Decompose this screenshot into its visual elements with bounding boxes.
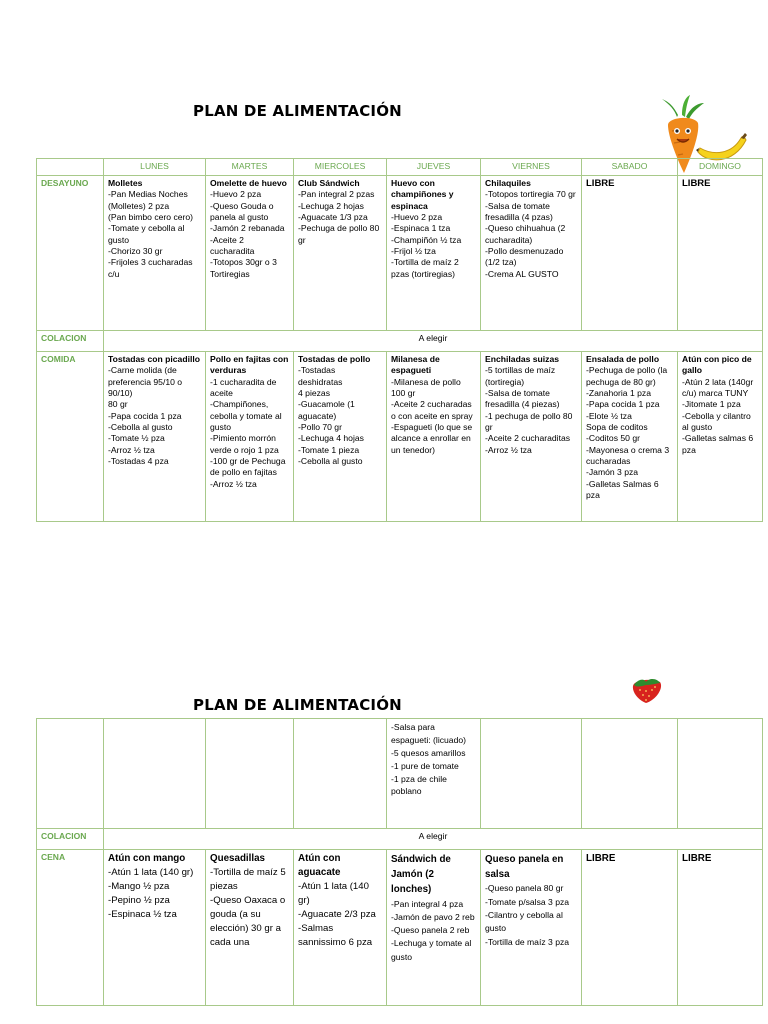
ingredient-line: -Pan integral 2 pzas [298, 189, 375, 200]
ingredient-line: -Pechuga de pollo (la pechuga de 80 gr) [586, 365, 668, 387]
ingredient-line: -Jamón 3 pza [586, 467, 639, 478]
day-header: DOMINGO [678, 159, 763, 176]
ingredient-line: -Atún 1 lata (140 gr) [108, 867, 194, 879]
meal-cell [678, 850, 763, 1006]
ingredient-line: 80 gr [108, 399, 128, 410]
meal-title: Atún con mango [108, 853, 186, 864]
corner-cell [37, 159, 104, 176]
continuation-line: -5 quesos amarillos [391, 747, 466, 758]
meal-title: Molletes [108, 178, 143, 188]
page-title: PLAN DE ALIMENTACIÓN [193, 102, 402, 120]
ingredient-line: (Pan bimbo cero cero) [108, 212, 194, 223]
colacion-text: A elegir [104, 331, 763, 352]
ingredient-line: -100 gr de Pechuga de pollo en fajitas [210, 456, 286, 478]
ingredient-line: -Pan integral 4 pza [391, 898, 464, 909]
meal-title: Sándwich de Jamón (2 lonches) [391, 854, 451, 896]
ingredient-line: -Salmas sannissimo 6 pza [298, 923, 373, 949]
meal-cell [104, 352, 206, 522]
meal-cell [387, 176, 481, 331]
ingredient-line: -Salsa de tomate fresadilla (4 pzas) [485, 200, 553, 223]
ingredient-line: -Papa cocida 1 pza [108, 410, 182, 421]
meal-title: Huevo con champiñones y espinaca [391, 178, 454, 211]
meal-title: Queso panela en salsa [485, 854, 564, 881]
ingredient-line: -Tortilla de maíz 5 piezas [210, 867, 286, 893]
meal-title: Ensalada de pollo [586, 354, 660, 364]
meal-title: LIBRE [586, 178, 615, 189]
meal-title: Omelette de huevo [210, 178, 287, 188]
empty-cell [481, 719, 582, 829]
ingredient-line: -Aceite 2 cucharaditas [485, 433, 571, 444]
ingredient-line: -Jamón 2 rebanada [210, 223, 285, 234]
ingredient-line: -Champiñones, cebolla y tomate al gusto [210, 399, 282, 433]
colacion-row-2 [37, 829, 763, 850]
continuation-cell [387, 719, 481, 829]
ingredient-line: -Papa cocida 1 pza [586, 399, 660, 410]
empty-cell [678, 719, 763, 829]
meal-title: Pollo en fajitas con verduras [210, 354, 289, 376]
ingredient-line: Sopa de coditos [586, 422, 648, 433]
meal-title: Milanesa de espagueti [391, 354, 440, 376]
ingredient-line: -Queso panela 2 reb [391, 925, 470, 936]
meal-cell [104, 176, 206, 331]
ingredient-line: -Espinaca 1 tza [391, 223, 451, 234]
ingredient-line: -Jamón de pavo 2 reb [391, 911, 475, 922]
ingredient-line: -Aguacate 1/3 pza [298, 212, 368, 223]
day-header: LUNES [104, 159, 206, 176]
meal-title: Club Sándwich [298, 178, 360, 188]
ingredient-line: -Aguacate 2/3 pza [298, 909, 376, 921]
empty-cell [582, 719, 678, 829]
ingredient-line: -Lechuga 4 hojas [298, 433, 364, 444]
ingredient-line: 4 piezas [298, 388, 331, 399]
meal-title: LIBRE [682, 178, 711, 189]
ingredient-line: -Carne molida (de preferencia 95/10 o 90/10) [108, 365, 183, 399]
meal-cell [481, 352, 582, 522]
ingredient-line: -Totopos 30gr o 3 Tortiregias [210, 257, 277, 279]
continuation-row [37, 719, 763, 829]
meal-cell [582, 176, 678, 331]
desayuno-row [37, 176, 763, 331]
ingredient-line: -Pan Medias Noches (Molletes) 2 pza [108, 189, 188, 211]
meal-cell [678, 352, 763, 522]
day-header: MARTES [206, 159, 294, 176]
ingredient-line: -Pollo 70 gr [298, 422, 342, 433]
ingredient-line: -Frijol ½ tza [391, 246, 436, 257]
meal-cell [294, 176, 387, 331]
ingredient-line: -Guacamole (1 aguacate) [298, 399, 355, 421]
meal-cell [481, 850, 582, 1006]
ingredient-line: -Queso chihuahua (2 cucharadita) [485, 223, 566, 245]
ingredient-line: -Atún 1 lata (140 gr) [298, 881, 369, 907]
row-label-colacion: COLACION [37, 829, 104, 850]
empty-cell [37, 719, 104, 829]
meal-cell [387, 352, 481, 522]
ingredient-line: -Queso panela 80 gr [485, 883, 564, 894]
meal-cell [678, 176, 763, 331]
ingredient-line: -Tomate ½ pza [108, 433, 165, 444]
meal-title: Atún con pico de gallo [682, 354, 752, 376]
ingredient-line: -Cebolla al gusto [298, 456, 363, 467]
day-header: JUEVES [387, 159, 481, 176]
ingredient-line: -Huevo 2 pza [391, 212, 443, 223]
ingredient-line: -Espagueti (lo que se alcance a enrollar en un tenedor) [391, 422, 473, 455]
ingredient-line: -Arroz ½ tza [108, 444, 155, 455]
row-label-comida: COMIDA [37, 352, 104, 522]
ingredient-line: -Tortilla de maíz 3 pza [485, 936, 570, 947]
ingredient-line: -Champiñón ½ tza [391, 234, 462, 245]
day-header: VIERNES [481, 159, 582, 176]
ingredient-line: -Mayonesa o crema 3 cucharadas [586, 444, 670, 467]
ingredient-line: -Chorizo 30 gr [108, 246, 163, 257]
meal-cell [481, 176, 582, 331]
meal-title: Chilaquiles [485, 178, 531, 188]
ingredient-line: -Tomate 1 pieza [298, 444, 360, 455]
colacion-text: A elegir [104, 829, 763, 850]
ingredient-line: -Pollo desmenuzado (1/2 tza) [485, 246, 564, 268]
ingredient-line: -Galletas Salmas 6 pza [586, 478, 659, 501]
meal-cell [582, 850, 678, 1006]
meal-title: Tostadas de pollo [298, 354, 371, 364]
ingredient-line: -Tostadas 4 pza [108, 456, 169, 467]
ingredient-line: -Cilantro y cebolla al gusto [485, 909, 563, 934]
ingredient-line: -Elote ½ tza [586, 410, 632, 421]
ingredient-line: -Queso Gouda o panela al gusto [210, 200, 274, 223]
empty-cell [294, 719, 387, 829]
ingredient-line: -Jitomate 1 pza [682, 399, 741, 410]
ingredient-line: -Tomate p/salsa 3 pza [485, 896, 570, 907]
ingredient-line: -1 cucharadita de aceite [210, 376, 277, 399]
meal-title: LIBRE [682, 853, 712, 864]
meal-title: LIBRE [586, 853, 616, 864]
comida-row [37, 352, 763, 522]
ingredient-line: -Crema AL GUSTO [485, 268, 559, 279]
ingredient-line: -Tostadas deshidratas [298, 365, 343, 387]
ingredient-line: -Pimiento morrón verde o rojo 1 pza [210, 433, 279, 455]
ingredient-line: -Atún 2 lata (140gr c/u) marca TUNY [682, 376, 754, 399]
meal-plan-table-page2 [36, 718, 763, 1006]
meal-title: Enchiladas suizas [485, 354, 560, 364]
ingredient-line: -Aceite 2 cucharadita [210, 234, 255, 257]
ingredient-line: -Queso Oaxaca o gouda (a su elección) 30 gr a cada una [210, 895, 286, 948]
row-label-colacion: COLACION [37, 331, 104, 352]
ingredient-line: -Pechuga de pollo 80 gr [298, 223, 380, 245]
day-header: SABADO [582, 159, 678, 176]
empty-cell [206, 719, 294, 829]
continuation-line: -1 pza de chile poblano [391, 773, 447, 797]
ingredient-line: -Cebolla al gusto [108, 422, 173, 433]
meal-title: Tostadas con picadillo [108, 354, 201, 364]
ingredient-line: -Totopos tortiregia 70 gr [485, 189, 576, 200]
cena-row [37, 850, 763, 1006]
colacion-row [37, 331, 763, 352]
ingredient-line: -Frijoles 3 cucharadas c/u [108, 257, 193, 279]
meal-cell [206, 352, 294, 522]
continuation-line: -1 pure de tomate [391, 760, 459, 771]
ingredient-line: -Coditos 50 gr [586, 433, 640, 444]
ingredient-line: -Arroz ½ tza [210, 478, 257, 489]
ingredient-line: -Lechuga y tomate al gusto [391, 938, 472, 962]
meal-cell [206, 850, 294, 1006]
ingredient-line: -Lechuga 2 hojas [298, 200, 364, 211]
page-title-2: PLAN DE ALIMENTACIÓN [193, 696, 402, 714]
ingredient-line: -Salsa de tomate fresadilla (4 piezas) [485, 388, 560, 410]
ingredient-line: -Aceite 2 cucharadas o con aceite en spray [391, 399, 473, 421]
meal-plan-table-page1 [36, 158, 763, 522]
ingredient-line: -Galletas salmas 6 pza [682, 433, 754, 455]
strawberry-icon [630, 676, 664, 704]
meal-cell [294, 352, 387, 522]
meal-cell [104, 850, 206, 1006]
ingredient-line: -Huevo 2 pza [210, 189, 262, 200]
ingredient-line: -Zanahoria 1 pza [586, 388, 651, 399]
meal-title: Atún con aguacate [298, 853, 341, 879]
empty-cell [104, 719, 206, 829]
ingredient-line: -Pepino ½ pza [108, 895, 170, 907]
continuation-line: -Salsa para espagueti: (licuado) [391, 722, 467, 745]
ingredient-line: -Arroz ½ tza [485, 444, 532, 455]
ingredient-line: -Cebolla y cilantro al gusto [682, 410, 751, 433]
row-label-cena: CENA [37, 850, 104, 1006]
ingredient-line: -Tomate y cebolla al gusto [108, 223, 185, 245]
day-header: MIERCOLES [294, 159, 387, 176]
meal-cell [582, 352, 678, 522]
ingredient-line: -1 pechuga de pollo 80 gr [485, 410, 573, 433]
meal-cell [206, 176, 294, 331]
row-label-desayuno: DESAYUNO [37, 176, 104, 331]
ingredient-line: -Milanesa de pollo 100 gr [391, 376, 461, 399]
meal-title: Quesadillas [210, 853, 265, 864]
ingredient-line: -5 tortillas de maíz (tortiregia) [485, 365, 556, 387]
ingredient-line: -Espinaca ½ tza [108, 908, 177, 920]
meal-cell [294, 850, 387, 1006]
day-header-row [37, 159, 763, 176]
meal-cell [387, 850, 481, 1006]
ingredient-line: -Mango ½ pza [108, 881, 170, 893]
ingredient-line: -Tortilla de maíz 2 pzas (tortiregias) [391, 257, 459, 279]
